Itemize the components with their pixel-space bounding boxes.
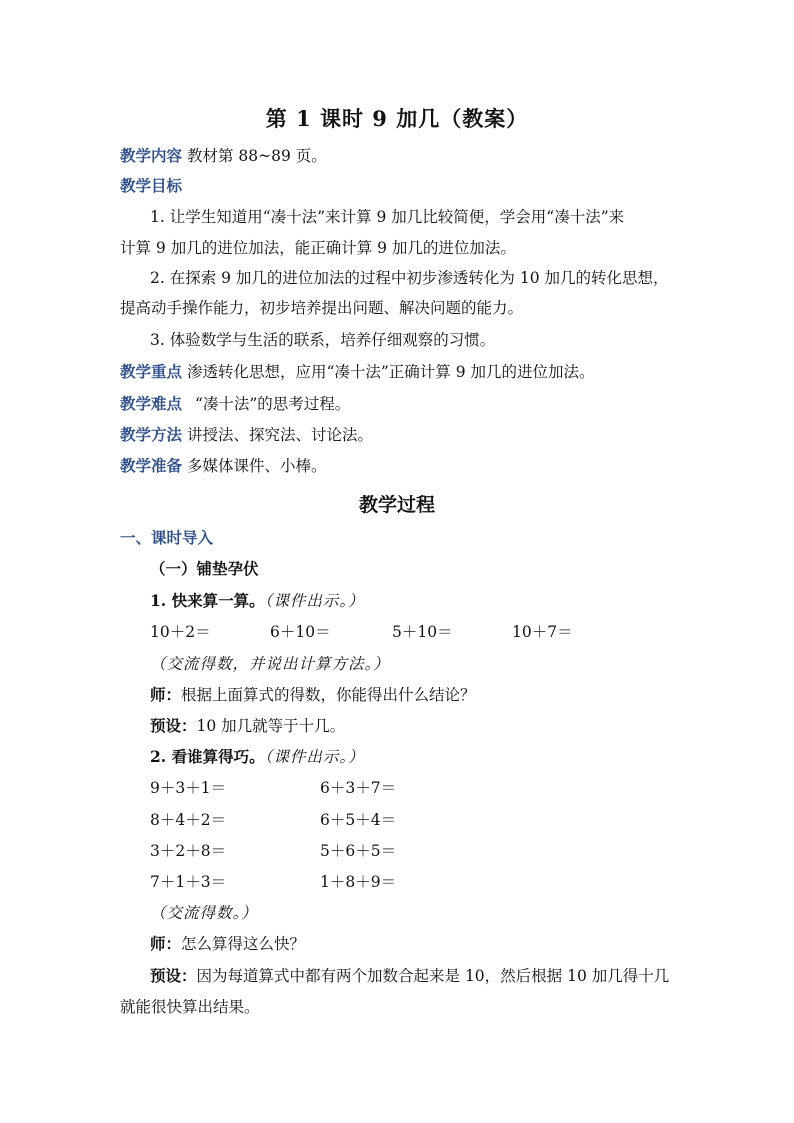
prep-label: 教学准备	[120, 456, 183, 475]
q1-note: （课件出示。）	[264, 592, 365, 610]
goal-2-line-1: 2. 在探索 9 加几的进位加法的过程中初步渗透转化为 10 加几的转化思想，	[150, 269, 669, 287]
preset-label: 预设：	[150, 966, 197, 985]
preset-text: 因为每道算式中都有两个加数合起来是 10，然后根据 10 加几得十几	[196, 967, 670, 985]
method-label: 教学方法	[120, 425, 183, 444]
q2-left-expr: 7＋1＋3＝	[150, 873, 227, 891]
q2-note: （课件出示。）	[264, 748, 365, 766]
teacher-text: 怎么算得这么快？	[181, 935, 306, 953]
q2-comment: （交流得数。）	[150, 904, 258, 922]
preset-line-2	[150, 966, 669, 986]
goals-label: 教学目标	[120, 176, 183, 195]
content-text: 教材第 88~89 页。	[186, 147, 327, 165]
goal-1-line-1: 1. 让学生知道用“凑十法”来计算 9 加几比较简便，学会用“凑十法”来	[150, 208, 625, 226]
q1-expr: 10＋2＝	[150, 623, 211, 641]
teacher-line-2	[150, 934, 305, 954]
key-point-line	[120, 362, 595, 382]
q2-right-expr: 1＋8＋9＝	[320, 873, 397, 891]
q2-line	[150, 747, 365, 767]
teacher-text: 根据上面算式的得数，你能得出什么结论？	[181, 686, 476, 704]
part1-sub1: （一）铺垫孕伏	[150, 559, 259, 578]
q2-left-expr: 3＋2＋8＝	[150, 842, 227, 860]
q1-expr: 10＋7＝	[512, 623, 573, 641]
content-line	[120, 146, 327, 166]
teacher-line-1	[150, 685, 476, 705]
q2-title: 2. 看谁算得巧。	[150, 747, 265, 766]
q1-title: 1. 快来算一算。	[150, 591, 265, 610]
goal-3: 3. 体验数学与生活的联系，培养仔细观察的习惯。	[150, 331, 496, 349]
q2-left-expr: 9＋3＋1＝	[150, 779, 227, 797]
teacher-label: 师：	[150, 934, 182, 953]
preset-label: 预设：	[150, 716, 197, 735]
q2-left-expr: 8＋4＋2＝	[150, 811, 227, 829]
method-text: 讲授法、探究法、讨论法。	[186, 426, 373, 444]
method-line	[120, 425, 373, 445]
q2-right-expr: 5＋6＋5＝	[320, 842, 397, 860]
document-title: 第 1 课时 9 加几（教案）	[265, 106, 529, 131]
preset-line-2-cont: 就能很快算出结果。	[120, 998, 260, 1016]
preset-line-1	[150, 716, 345, 736]
difficulty-label: 教学难点	[120, 394, 183, 413]
process-title: 教学过程	[358, 494, 435, 516]
q1-expr: 5＋10＝	[392, 623, 453, 641]
q1-comment: （交流得数，并说出计算方法。）	[150, 655, 390, 673]
q1-expr: 6＋10＝	[270, 623, 331, 641]
goal-2-line-2: 提高动手操作能力，初步培养提出问题、解决问题的能力。	[120, 299, 524, 317]
preset-text: 10 加几就等于十几。	[196, 717, 346, 735]
difficulty-text: “凑十法”的思考过程。	[194, 395, 351, 413]
q2-right-expr: 6＋3＋7＝	[320, 779, 397, 797]
prep-text: 多媒体课件、小棒。	[186, 457, 327, 475]
content-label: 教学内容	[120, 146, 183, 165]
difficulty-line	[120, 394, 350, 414]
goal-1-line-2: 计算 9 加几的进位加法，能正确计算 9 加几的进位加法。	[120, 239, 516, 257]
part1-heading: 一、课时导入	[120, 528, 214, 547]
key-point-text: 渗透转化思想，应用“凑十法”正确计算 9 加几的进位加法。	[186, 363, 595, 381]
key-point-label: 教学重点	[120, 362, 183, 381]
prep-line	[120, 456, 326, 476]
q2-right-expr: 6＋5＋4＝	[320, 811, 397, 829]
q1-line	[150, 591, 365, 611]
teacher-label: 师：	[150, 685, 182, 704]
